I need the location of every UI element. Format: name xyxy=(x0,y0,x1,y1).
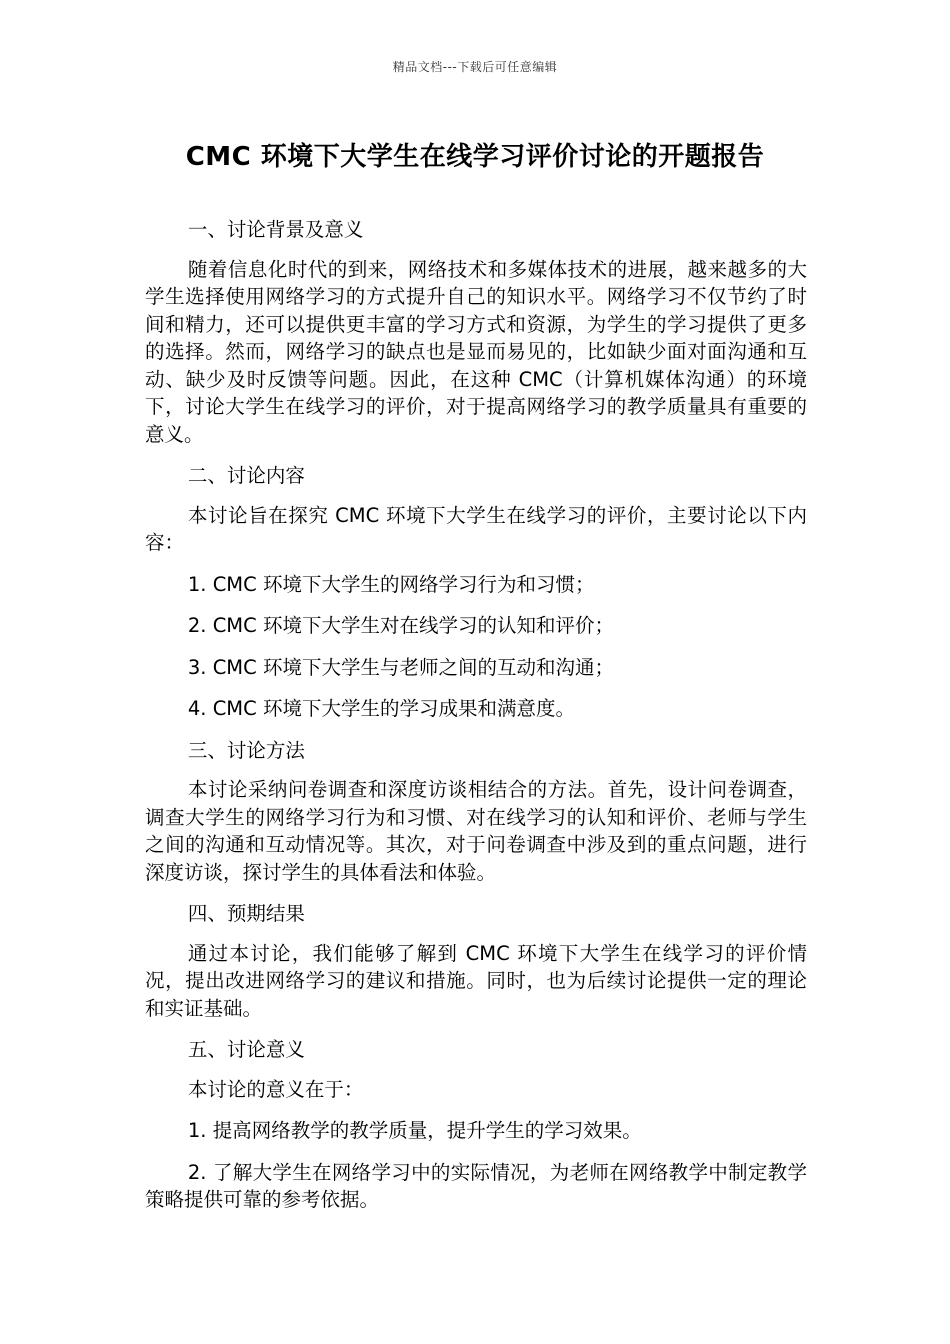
document-body xyxy=(145,216,807,1228)
section-heading-background: 一、讨论背景及意义 xyxy=(187,218,364,241)
paragraph-background: 随着信息化时代的到来，网络技术和多媒体技术的进展，越来越多的大学生选择使用网络学习的方式提升自己的知识水平。网络学习不仅节约了时间和精力，还可以提供更丰富的学习方式和资源，为学生的学习提供了更多的选择。然而，网络学习的缺点也是显而易见的，比如缺少面对面沟通和互动、缺少及时反馈等问题。因此，在这种 CMC（计算机媒体沟通）的环境下，讨论大学生在线学习的评价，对于提高网络学习的教学质量具有重要的意义。 xyxy=(145,257,807,446)
paragraph-method: 本讨论采纳问卷调查和深度访谈相结合的方法。首先，设计问卷调查，调查大学生的网络学习行为和习惯、对在线学习的认知和评价、老师与学生之间的沟通和互动情况等。其次，对于问卷调查中涉及到的重点问题，进行深度访谈，探讨学生的具体看法和体验。 xyxy=(145,778,807,884)
document-title: CMC 环境下大学生在线学习评价讨论的开题报告 xyxy=(185,142,765,172)
paragraph-content-intro: 本讨论旨在探究 CMC 环境下大学生在线学习的评价，主要讨论以下内容： xyxy=(145,503,807,554)
list-item-content-4: 4. CMC 环境下大学生的学习成果和满意度。 xyxy=(187,697,575,720)
list-item-significance-2: 2. 了解大学生在网络学习中的实际情况，为老师在网络教学中制定教学策略提供可靠的参考依据。 xyxy=(145,1160,807,1211)
list-item-content-2: 2. CMC 环境下大学生对在线学习的认知和评价； xyxy=(187,614,614,637)
section-heading-significance: 五、讨论意义 xyxy=(187,1038,305,1061)
paragraph-significance-intro: 本讨论的意义在于： xyxy=(187,1077,364,1101)
section-heading-method: 三、讨论方法 xyxy=(187,738,305,762)
list-item-content-3: 3. CMC 环境下大学生与老师之间的互动和沟通； xyxy=(187,655,614,679)
header-note: 精品文档---下载后可任意编辑 xyxy=(392,60,558,74)
list-item-significance-1: 1. 提高网络教学的教学质量，提升学生的学习效果。 xyxy=(187,1119,642,1142)
section-heading-expected-results: 四、预期结果 xyxy=(187,902,305,925)
list-item-content-1: 1. CMC 环境下大学生的网络学习行为和习惯； xyxy=(187,572,595,596)
section-heading-content: 二、讨论内容 xyxy=(187,464,305,487)
paragraph-expected-results: 通过本讨论，我们能够了解到 CMC 环境下大学生在线学习的评价情况，提出改进网络学习的建议和措施。同时，也为后续讨论提供一定的理论和实证基础。 xyxy=(145,941,807,1020)
